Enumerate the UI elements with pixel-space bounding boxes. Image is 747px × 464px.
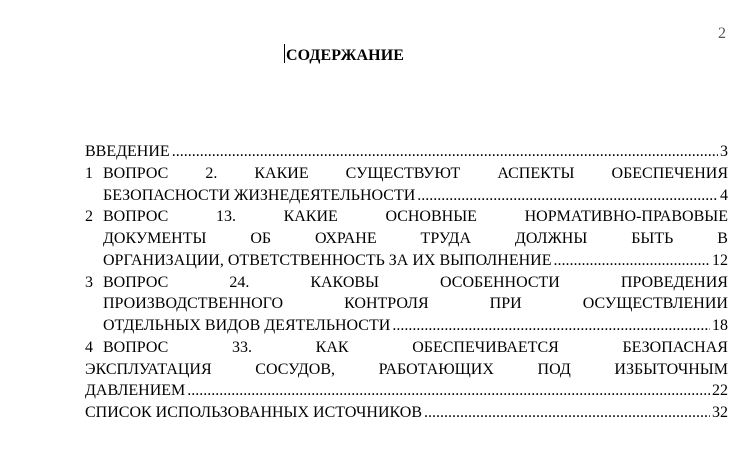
toc-entry-title-end: ДАВЛЕНИЕМ xyxy=(85,382,186,400)
toc-entry-title-end: ОТДЕЛЬНЫХ ВИДОВ ДЕЯТЕЛЬНОСТИ xyxy=(103,317,391,334)
page-number: 2 xyxy=(718,25,726,42)
word: РАБОТАЮЩИХ xyxy=(378,360,494,378)
heading-area[interactable] xyxy=(284,44,404,65)
toc-entry-line xyxy=(85,206,728,228)
word: ВОПРОС xyxy=(103,164,169,182)
word: ЭКСПЛУАТАЦИЯ xyxy=(85,360,212,378)
dot-leader xyxy=(553,250,710,272)
word: НОРМАТИВНО-ПРАВОВЫЕ xyxy=(524,208,728,226)
toc-page-number: 32 xyxy=(712,404,728,421)
word: КАКОВЫ xyxy=(310,273,380,291)
toc-entry-line xyxy=(85,228,728,250)
word: 24. xyxy=(229,273,250,291)
toc-entry-number: 3 xyxy=(85,273,93,291)
word: КАКИЕ xyxy=(283,208,338,226)
toc-entry-number: 4 xyxy=(85,338,93,356)
word: ОСУЩЕСТВЛЕНИИ xyxy=(582,295,728,313)
word: ПРОВЕДЕНИЯ xyxy=(620,273,728,291)
dot-leader xyxy=(187,380,710,402)
word: КОНТРОЛЯ xyxy=(344,295,429,313)
word: ОСНОВНЫЕ xyxy=(385,208,477,226)
toc-page-number: 3 xyxy=(720,143,728,160)
toc-entry-q3[interactable] xyxy=(85,272,728,337)
toc-entry-number: 2 xyxy=(85,208,93,226)
word: ВОПРОС xyxy=(103,208,169,226)
table-of-contents xyxy=(85,141,728,424)
word: АСПЕКТЫ xyxy=(497,164,575,182)
toc-entry-sources[interactable] xyxy=(85,402,728,424)
toc-entry-line xyxy=(85,163,728,185)
word: 2. xyxy=(205,164,218,182)
toc-entry-line xyxy=(85,272,728,294)
toc-entry-title: СПИСОК ИСПОЛЬЗОВАННЫХ ИСТОЧНИКОВ xyxy=(85,404,423,421)
toc-entry-q4[interactable] xyxy=(85,337,728,402)
dot-leader xyxy=(424,402,710,424)
word: ДОЛЖНЫ xyxy=(514,230,588,247)
word: БЕЗОПАСНАЯ xyxy=(622,338,728,356)
toc-entry-q2[interactable] xyxy=(85,206,728,271)
dot-leader xyxy=(172,141,718,163)
word: КАК xyxy=(315,338,349,356)
word: БЫТЬ xyxy=(631,230,674,247)
word: ПРОИЗВОДСТВЕННОГО xyxy=(103,295,284,313)
word: ОСОБЕННОСТИ xyxy=(440,273,560,291)
word: 13. xyxy=(215,208,236,226)
toc-entry-title-end: БЕЗОПАСНОСТИ ЖИЗНЕДЕЯТЕЛЬНОСТИ xyxy=(103,186,416,204)
toc-entry-number: 1 xyxy=(85,164,93,182)
word: СУЩЕСТВУЮТ xyxy=(345,164,461,182)
word: ТРУДА xyxy=(420,230,471,247)
word: ПОД xyxy=(537,360,571,378)
toc-page-number: 4 xyxy=(720,186,728,204)
toc-page-number: 22 xyxy=(712,382,728,400)
word: ОБЕСПЕЧИВАЕТСЯ xyxy=(412,338,559,356)
word: ОХРАНЕ xyxy=(315,230,377,247)
word: ВОПРОС xyxy=(103,273,169,291)
word: КАКИЕ xyxy=(254,164,309,182)
toc-page-number: 12 xyxy=(712,251,728,269)
toc-heading: СОДЕРЖАНИЕ xyxy=(286,47,405,64)
word: СОСУДОВ, xyxy=(255,360,336,378)
word: ОБЕСПЕЧЕНИЯ xyxy=(611,164,728,182)
text-cursor xyxy=(284,44,285,63)
toc-entry-q1[interactable] xyxy=(85,163,728,207)
word: В xyxy=(717,230,728,247)
toc-entry-line xyxy=(85,293,728,315)
toc-entry-title: ВВЕДЕНИЕ xyxy=(85,143,170,160)
toc-entry-intro[interactable] xyxy=(85,141,728,163)
word: ОБ xyxy=(250,230,272,247)
toc-entry-line xyxy=(85,337,728,359)
word: ДОКУМЕНТЫ xyxy=(103,230,207,247)
toc-page-number: 18 xyxy=(712,317,728,334)
toc-entry-title-end: ОРГАНИЗАЦИИ, ОТВЕТСТВЕННОСТЬ ЗА ИХ ВЫПОЛНЕНИЕ xyxy=(103,251,552,269)
toc-entry-line xyxy=(85,359,728,381)
dot-leader xyxy=(417,185,718,207)
word: ИЗБЫТОЧНЫМ xyxy=(614,360,728,378)
word: ВОПРОС xyxy=(103,338,169,356)
word: 33. xyxy=(231,338,252,356)
word: ПРИ xyxy=(489,295,522,313)
dot-leader xyxy=(392,315,710,337)
